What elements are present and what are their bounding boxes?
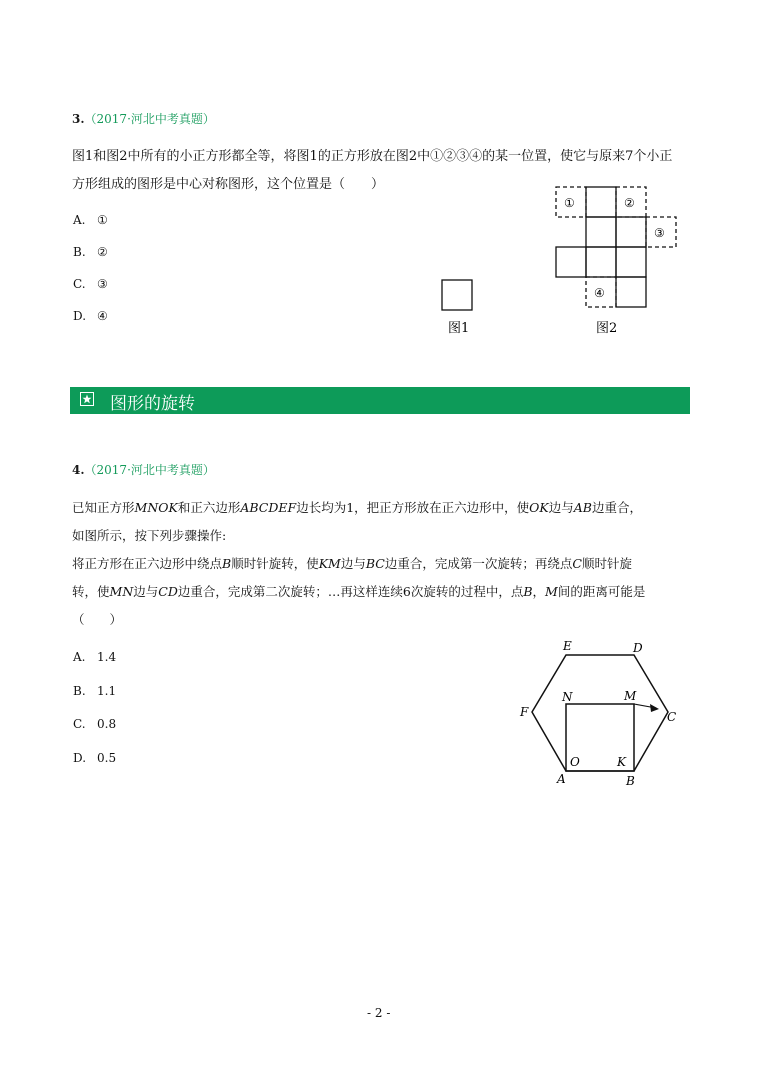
- q3-number: 3.: [72, 112, 85, 126]
- fig1-square: [442, 280, 472, 310]
- q3-option-d[interactable]: D. ④: [73, 309, 108, 323]
- fig2-mark-2: ②: [624, 196, 635, 210]
- q4-stem-line4: 转，使MN边与CD边重合，完成第二次旋转；…再这样连续6次旋转的过程中，点B，M间的距离可能是: [72, 584, 646, 599]
- fig2-mark-1: ①: [564, 196, 575, 210]
- q3-header: [72, 110, 215, 127]
- svg-text:A: A: [557, 772, 566, 786]
- section-header: [70, 387, 690, 414]
- q3-source: （2017·河北中考真题）: [84, 112, 215, 126]
- q4-stem-line5: （ ）: [72, 612, 123, 627]
- page-number: - 2 -: [367, 1006, 391, 1020]
- q4-number: 4.: [72, 463, 85, 477]
- arrow-head: [650, 704, 659, 712]
- svg-text:M: M: [624, 689, 637, 703]
- svg-text:N: N: [562, 690, 573, 704]
- svg-text:F: F: [520, 705, 529, 719]
- svg-text:E: E: [563, 639, 572, 653]
- q4-figure-labels: [519, 639, 676, 788]
- svg-text:B: B: [626, 774, 635, 788]
- q4-stem: [72, 494, 697, 634]
- q4-option-b[interactable]: B. 1.1: [73, 684, 117, 698]
- q4-stem-line1: 已知正方形MNOK和正六边形ABCDEF边长均为1，把正方形放在正六边形中，使OK边与AB边重合，: [72, 500, 643, 515]
- svg-text:C: C: [667, 710, 677, 724]
- svg-text:K: K: [617, 755, 626, 769]
- q4-option-a[interactable]: A. 1.4: [73, 650, 117, 664]
- bookmark-star-icon: [80, 392, 94, 406]
- q4-option-d[interactable]: D. 0.5: [73, 751, 117, 765]
- q4-stem-line2: 如图所示，按下列步骤操作:: [72, 528, 227, 543]
- q3-stem-line1: 图1和图2中所有的小正方形都全等，将图1的正方形放在图2中①②③④的某一位置，使它与原来7个小正: [72, 149, 673, 164]
- q3-option-a[interactable]: A. ①: [73, 213, 108, 227]
- svg-text:O: O: [570, 755, 580, 769]
- q4-stem-line3: 将正方形在正六边形中绕点B顺时针旋转，使KM边与BC边重合，完成第一次旋转；再绕点C顺时针旋: [72, 556, 632, 571]
- q4-option-c[interactable]: C. 0.8: [73, 717, 117, 731]
- q3-figure: [430, 180, 690, 340]
- q3-stem-line2: 方形组成的图形是中心对称图形，这个位置是（ ）: [72, 177, 385, 192]
- q4-figure: [510, 635, 690, 795]
- fig2-mark-3: ③: [654, 226, 665, 240]
- fig2-caption: 图2: [596, 321, 618, 336]
- fig2-mark-4: ④: [594, 286, 605, 300]
- q4-source: （2017·河北中考真题）: [84, 463, 215, 477]
- q4-header: [72, 461, 215, 478]
- hexagon-abcdef: [532, 655, 668, 771]
- q3-option-c[interactable]: C. ③: [73, 277, 108, 291]
- q3-option-b[interactable]: B. ②: [73, 245, 108, 259]
- svg-text:D: D: [633, 641, 643, 655]
- section-title: 图形的旋转: [110, 394, 195, 414]
- fig1-caption: 图1: [448, 321, 470, 336]
